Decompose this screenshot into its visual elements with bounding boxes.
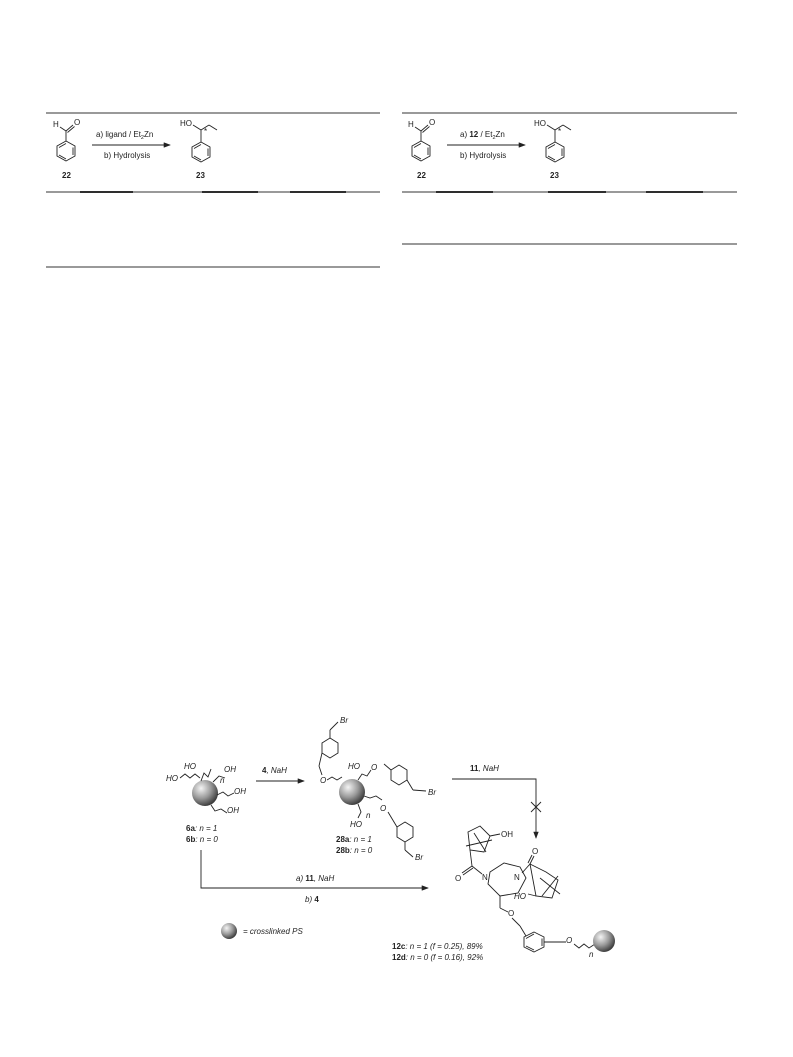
step1-conditions: 4, NaH: [262, 766, 287, 775]
mid-28a-caption: 28a: n = 1: [336, 835, 372, 844]
prod-n-left: N: [482, 873, 488, 882]
aryl-bottom: [397, 822, 413, 842]
aryl-right: [391, 765, 407, 785]
prod-o-left: O: [455, 874, 462, 883]
right-reagent-b: b) Hydrolysis: [460, 151, 507, 160]
legend-text: = crosslinked PS: [243, 927, 303, 936]
mid-28b-caption: 28b: n = 0: [336, 846, 373, 855]
left-alcohol-ho-label: HO: [180, 119, 192, 128]
mid-n-subscript: n: [366, 811, 371, 820]
sm-n-subscript: n: [220, 776, 225, 785]
prod-12d-caption: 12d: n = 0 (f = 0.16), 92%: [392, 953, 484, 962]
right-table: [402, 113, 737, 244]
direct-condition-a: a) 11, NaH: [296, 874, 335, 883]
left-aldehyde-h-label: H: [53, 120, 59, 129]
right-alcohol-ho-label: HO: [534, 119, 546, 128]
mid-o-bottom: O: [380, 804, 387, 813]
right-stereocenter-mark: *: [558, 127, 562, 136]
chain-left: [180, 774, 200, 778]
chain-top: [201, 769, 211, 781]
sm-6a-caption: 6a: n = 1: [186, 824, 218, 833]
right-compound-23-label: 23: [550, 171, 559, 180]
left-aldehyde-o-label: O: [74, 118, 81, 127]
left-table: [46, 113, 380, 267]
direct-condition-b: b) 4: [305, 895, 319, 904]
left-compound-22-label: 22: [62, 171, 71, 180]
right-benzaldehyde-structure: [408, 118, 435, 161]
prod-12c-caption: 12c: n = 1 (f = 0.25), 89%: [392, 942, 483, 951]
supported-ligand-structure: [455, 826, 615, 959]
left-stereocenter-mark: *: [204, 127, 208, 136]
chain-right: [217, 792, 234, 796]
sm-ho-top: HO: [184, 762, 196, 771]
aryl-top: [322, 738, 338, 758]
prod-ho-label: HO: [514, 892, 526, 901]
sm-oh-bottom: OH: [227, 806, 239, 815]
sm-oh-right: OH: [234, 787, 246, 796]
mid-ho-bottom: HO: [350, 820, 362, 829]
right-reagent-a: a) $12 / Et_2Zn$: [460, 130, 505, 141]
left-benzaldehyde-structure: [53, 118, 80, 161]
left-phenylpropanol-structure: [180, 119, 217, 162]
mid-o-top: O: [371, 763, 378, 772]
resin-bead-icon: [192, 780, 218, 806]
bicyclic-left: [468, 826, 490, 852]
sm-6b-caption: 6b: n = 0: [186, 835, 218, 844]
synthesis-scheme: [166, 716, 615, 962]
legend-bead-icon: [221, 923, 237, 939]
sm-oh-top: OH: [224, 765, 236, 774]
mid-o-left: O: [320, 776, 327, 785]
mid-ho: HO: [348, 762, 360, 771]
prod-oh-label: OH: [501, 830, 513, 839]
prod-o-linker: O: [566, 936, 573, 945]
left-reagent-a: a) ligand / $Et_2Zn$: [96, 130, 154, 141]
mid-br-bottom: Br: [415, 853, 423, 862]
mid-br-right: Br: [428, 788, 436, 797]
prod-n-right: N: [514, 873, 520, 882]
prod-o-ether: O: [508, 909, 515, 918]
benzyl-ring: [524, 932, 544, 952]
left-reagent-b: b) Hydrolysis: [104, 151, 151, 160]
chain-bottom: [211, 805, 227, 813]
resin-bead-icon-product: [593, 930, 615, 952]
polyol-resin-structure: [166, 762, 246, 815]
sm-ho-left: HO: [166, 774, 178, 783]
right-aldehyde-h-label: H: [408, 120, 414, 129]
step2-failed-arrow: [452, 779, 536, 838]
mid-br-top: Br: [340, 716, 348, 725]
right-aldehyde-o-label: O: [429, 118, 436, 127]
resin-bead-icon-mid: [339, 779, 365, 805]
prod-n-subscript: n: [589, 950, 594, 959]
right-compound-22-label: 22: [417, 171, 426, 180]
left-compound-23-label: 23: [196, 171, 205, 180]
prod-o-right: O: [532, 847, 539, 856]
right-phenylpropanol-structure: [534, 119, 571, 162]
step2-conditions: 11, NaH: [470, 764, 499, 773]
